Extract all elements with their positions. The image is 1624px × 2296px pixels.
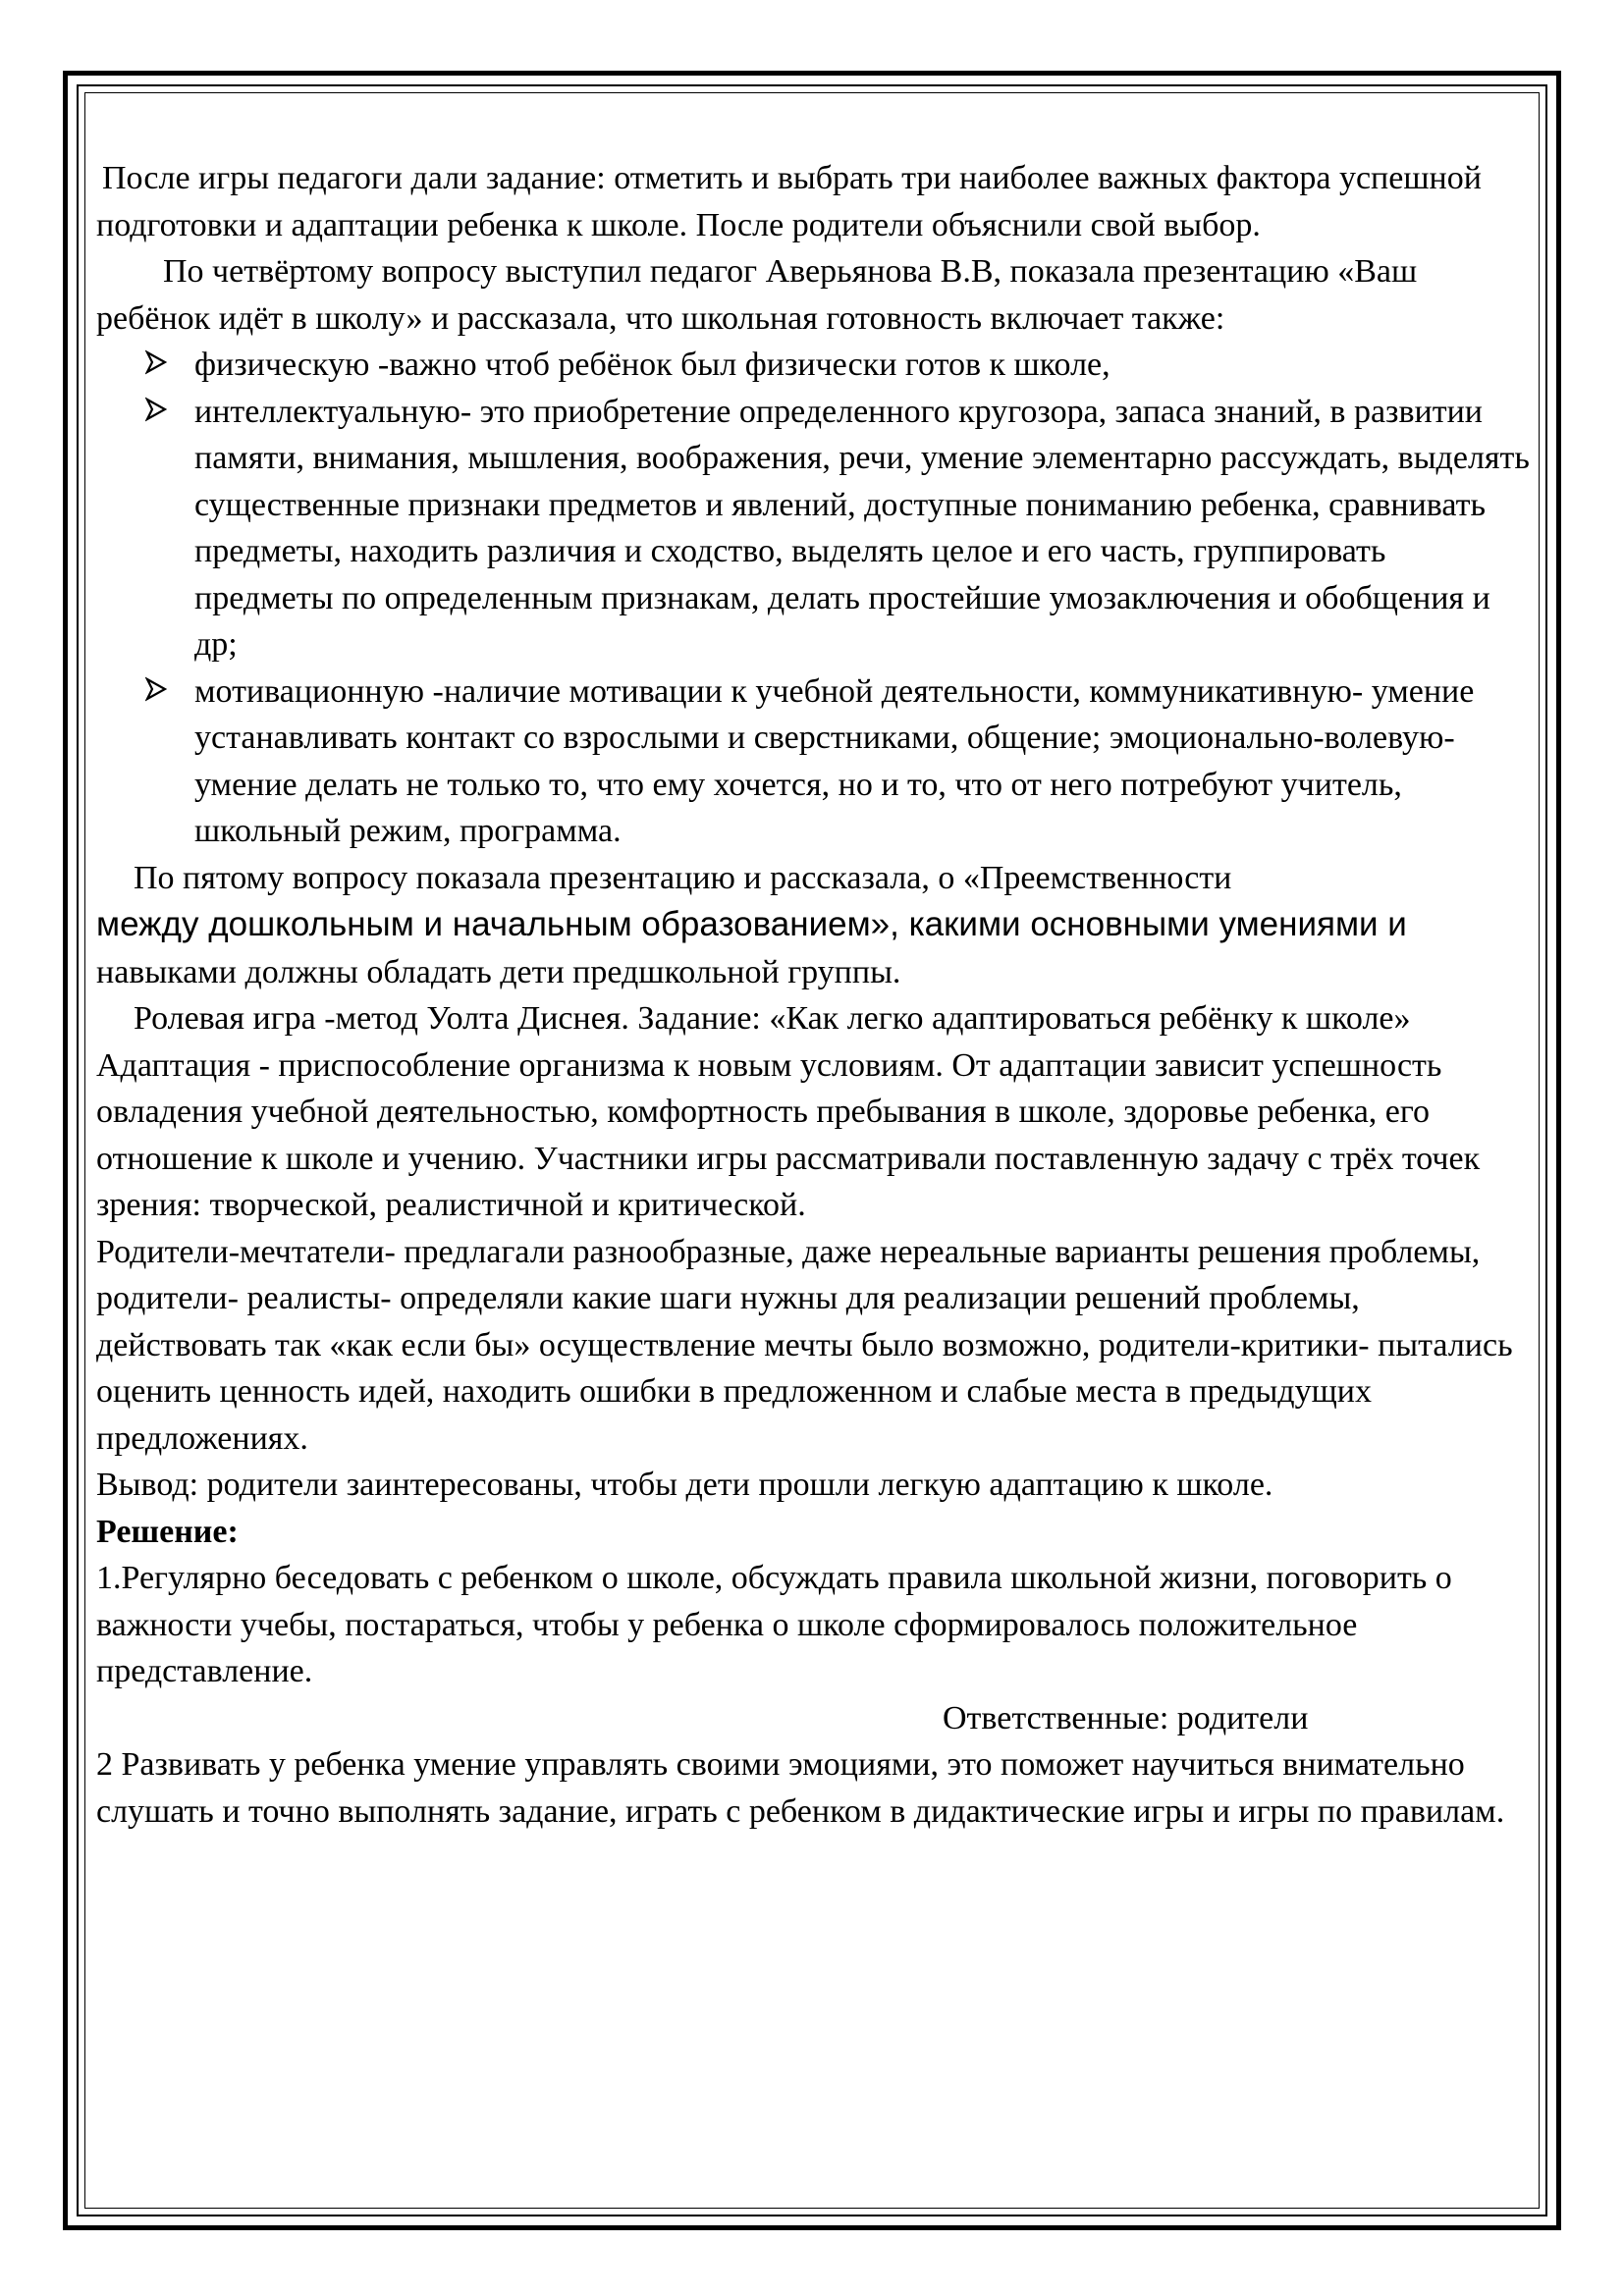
paragraph-fifth-question <box>96 855 1530 996</box>
fifth-question-sans: между дошкольным и начальным образованием», какими основными умениями и <box>96 905 1407 943</box>
decision-item-1: 1.Регулярно беседовать с ребенком о школе, обсуждать правила школьной жизни, поговорить о важности учебы, постараться, чтобы у ребенка о школе сформировалось положительное представление. <box>96 1560 1452 1689</box>
arrowhead-bullet-icon <box>145 389 169 436</box>
fifth-question-end: навыками должны обладать дети предшкольной группы. <box>96 953 901 990</box>
document-body <box>96 155 1530 1835</box>
paragraph-adaptation: Адаптация - приспособление организма к новым условиям. От адаптации зависит успешность овладения учебной деятельностью, комфортность пребывания в школе, здоровье ребенка, его отношение к школе и учению. Участники игры рассматривали поставленную задачу с трёх точек зрения: творческой, реалистичной и критической. <box>96 1046 1481 1223</box>
arrowhead-bullet-icon <box>145 668 169 716</box>
paragraph-role-game: Ролевая игра -метод Уолта Диснея. Задание: «Как легко адаптироваться ребёнку к школе» <box>134 1000 1411 1037</box>
decision-item-2: 2 Развивать у ребенка умение управлять своими эмоциями, это поможет научиться внимательно слушать и точно выполнять задание, играть с ребенком в дидактические игры и игры по правилам. <box>96 1746 1505 1830</box>
list-item <box>194 668 1530 855</box>
list-item-text: физическую -важно чтоб ребёнок был физически готов к школе, <box>194 347 1110 383</box>
decision-heading: Решение: <box>96 1513 239 1550</box>
paragraph-fourth-question: По четвёртому вопросу выступил педагог Аверьянова В.В, показала презентацию «Ваш ребёнок идёт в школу» и рассказала, что школьная готовность включает также: <box>96 253 1418 337</box>
decision-item-1-responsible: Ответственные: родители <box>943 1699 1309 1736</box>
fifth-question-start: По пятому вопросу показала презентацию и рассказала, о «Преемственности <box>134 859 1232 896</box>
arrowhead-bullet-icon <box>145 342 169 389</box>
readiness-list <box>96 342 1530 855</box>
list-item-text: мотивационную -наличие мотивации к учебной деятельности, коммуникативную- умение устанавливать контакт со взрослыми и сверстниками, общение; эмоционально-волевую- умение делать не только то, что ему хочется, но и то, что от него потребуют учитель, школьный режим, программа. <box>194 672 1475 849</box>
paragraph-parent-roles: Родители-мечтатели- предлагали разнообразные, даже нереальные варианты решения проблемы, родители- реалисты- определяли какие шаги нужны для реализации решений проблемы, действовать так «как если бы» осуществление мечты было возможно, родители-критики- пытались оценить ценность идей, находить ошибки в предложенном и слабые места в предыдущих предложениях. <box>96 1233 1513 1457</box>
list-item <box>194 342 1530 389</box>
paragraph-after-game: После игры педагоги дали задание: отметить и выбрать три наиболее важных фактора успешной подготовки и адаптации ребенка к школе. После родители объяснили свой выбор. <box>96 160 1482 243</box>
paragraph-conclusion: Вывод: родители заинтересованы, чтобы дети прошли легкую адаптацию к школе. <box>96 1467 1273 1503</box>
list-item <box>194 389 1530 668</box>
list-item-text: интеллектуальную- это приобретение определенного кругозора, запаса знаний, в развитии памяти, внимания, мышления, воображения, речи, умение элементарно рассуждать, выделять существенные признаки предметов и явлений, доступные пониманию ребенка, сравнивать предметы, находить различия и сходство, выделять целое и его часть, группировать предметы по определенным признакам, делать простейшие умозаключения и обобщения и др; <box>194 393 1530 663</box>
